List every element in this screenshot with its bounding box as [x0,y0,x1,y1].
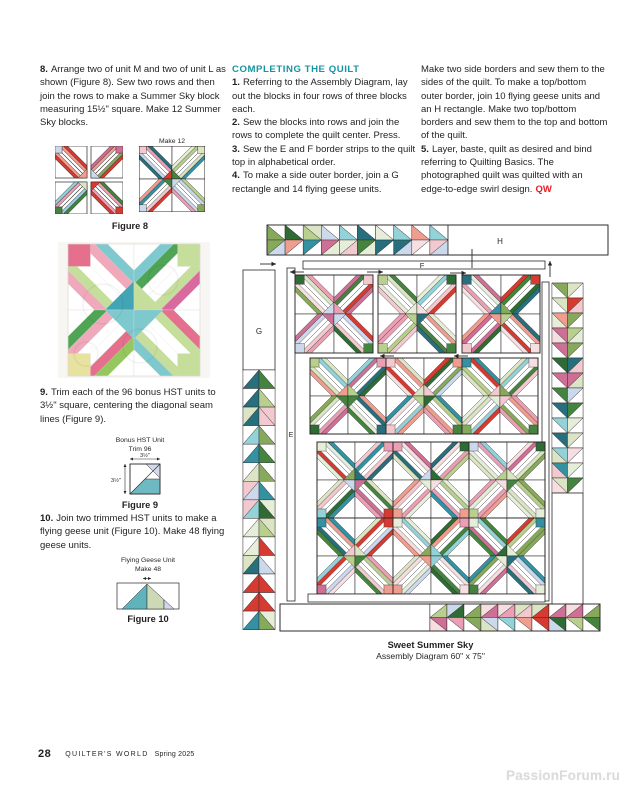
step-2-text: Sew the blocks into rows and join the rows to complete the quilt center. Press. [232,117,401,142]
step-10-number: 10. [40,513,54,524]
step-9-text: Trim each of the 96 bonus HST units to 3½" square, centering the diagonal seam lines (Figure 9). [40,387,216,425]
step-5 [421,143,609,196]
figure10-caption: Figure 10 [127,614,169,624]
assembly-subtitle: Assembly Diagram 60" x 75" [376,651,485,661]
watermark: PassionForum.ru [506,768,621,783]
column-step9 [40,386,232,426]
figure8-block-diagram [139,146,205,212]
step-4-text: To make a side outer border, join a G rectangle and 14 flying geese units. [232,170,399,195]
figure9-caption: Figure 9 [121,500,159,510]
step-1 [232,76,417,116]
step-9 [40,386,232,426]
step-1-text: Referring to the Assembly Diagram, lay out the blocks in four rows of three blocks each. [232,77,408,115]
step-5-number: 5. [421,143,429,155]
step-2 [232,116,417,143]
step-10-text: Join two trimmed HST units to make a flying geese unit (Figure 10). Make 48 flying geese units. [40,513,225,551]
section-heading: COMPLETING THE QUILT [232,64,360,75]
figure8-make-label: Make 12 [158,138,186,145]
svg-text:H: H [497,237,503,246]
svg-text:G: G [255,327,263,336]
step-4-number: 4. [232,170,240,182]
figure9-label-1: Bonus HST Unit [115,437,165,444]
figure8-units-diagram [55,146,123,214]
figure10-diagram [115,575,181,613]
step-3-text: Sew the E and F border strips to the quilt top in alphabetical order. [232,143,416,169]
figure8-caption: Figure 8 [111,221,149,231]
continuation-text: Make two side borders and sew them to the sides of the quilt. To make a top/bottom outer border, join 10 flying geese units and an H rectangle. Make two top/bottom borders and sew them to the top and bottom of the quilt. [421,64,608,142]
figure9-diagram [96,452,186,500]
svg-text:3½": 3½" [139,453,151,459]
quilt-block-photo [58,242,210,378]
step-9-number: 9. [40,387,48,398]
figure9-label-2: Trim 96 [128,446,152,453]
page-number: 28 [38,748,52,760]
step-3 [232,143,417,170]
magazine-name: QUILTER'S WORLD [65,751,149,758]
assembly-title: Sweet Summer Sky [387,640,474,650]
figure10-label-1: Flying Geese Unit [120,557,176,564]
svg-text:3½": 3½" [110,478,121,484]
step-2-number: 2. [232,117,240,129]
step-5-text: Layer, baste, quilt as desired and bind referring to Quilting Basics. The photographed quilt was quilted with an edge-to-edge swirl design. [421,143,592,195]
column-step10 [40,512,232,552]
step-8 [40,63,228,129]
page-footer [38,748,195,760]
assembly-diagram [230,218,615,636]
column-completing [232,63,417,196]
column-step8 [40,63,228,129]
step-8-number: 8. [40,64,48,75]
step-10 [40,512,232,552]
step-8-text: Arrange two of unit M and two of unit L as shown (Figure 8). Sew two rows and then join the rows to make a Summer Sky block measuring 15½" square. Make 12 Summer Sky blocks. [40,64,226,129]
figure10-label-2: Make 48 [134,566,162,573]
column-continuation [421,63,609,196]
end-mark: QW [535,183,552,195]
step-1-number: 1. [232,77,240,89]
svg-text:F: F [419,261,425,270]
svg-text:E: E [288,432,294,439]
step-4 [232,169,417,196]
issue-label: Spring 2025 [154,751,195,758]
step-3-number: 3. [232,143,240,155]
